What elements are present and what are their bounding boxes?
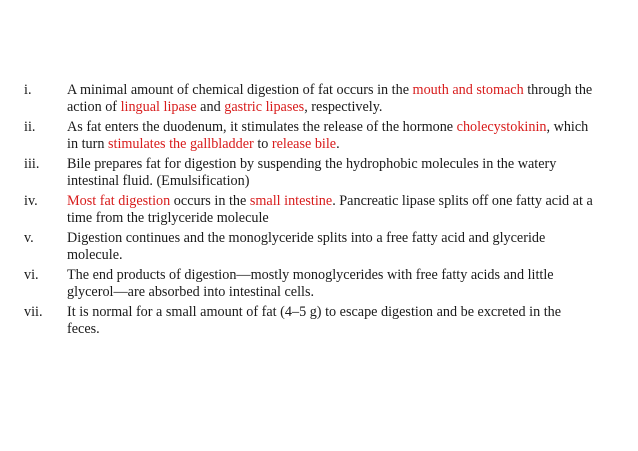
- list-item-text: [67, 119, 594, 153]
- highlighted-term: gastric lipases: [224, 99, 305, 115]
- text-segment: to: [253, 136, 272, 152]
- text-segment: , which in turn: [67, 119, 589, 152]
- text-segment: Digestion continues and the monoglyceride splits into a free fatty acid and glyceride molecule.: [67, 230, 546, 263]
- highlighted-term: cholecystokinin: [456, 119, 547, 135]
- list-item-number: v.: [24, 230, 34, 246]
- text-segment: , respectively.: [304, 99, 383, 115]
- text-segment: As fat enters the duodenum, it stimulates the release of the hormone: [67, 119, 457, 135]
- text-segment: . Pancreatic lipase splits off one fatty acid at a time from the triglyceride molecule: [67, 193, 593, 226]
- highlighted-term: lingual lipase: [120, 99, 197, 115]
- list-item-number: vi.: [24, 267, 39, 283]
- list-item: [24, 119, 594, 153]
- list-item-number: i.: [24, 82, 32, 98]
- text-segment: .: [336, 136, 340, 152]
- list-item-text: [67, 304, 594, 338]
- list-item-number: iii.: [24, 156, 40, 172]
- text-segment: Bile prepares fat for digestion by suspending the hydrophobic molecules in the watery intestinal fluid. (Emulsification): [67, 156, 557, 189]
- list-item-text: [67, 82, 594, 116]
- text-segment: and: [196, 99, 225, 115]
- list-item: [24, 82, 594, 116]
- list-item: [24, 156, 594, 190]
- list-item: [24, 230, 594, 264]
- list-item-number: iv.: [24, 193, 38, 209]
- list-item: [24, 304, 594, 338]
- text-segment: A minimal amount of chemical digestion of fat occurs in the: [67, 82, 413, 98]
- list-item: [24, 267, 594, 301]
- highlighted-term: stimulates the gallbladder: [107, 136, 254, 152]
- text-segment: through the action of: [67, 82, 593, 115]
- list-item-text: [67, 230, 594, 264]
- highlighted-term: small intestine: [249, 193, 333, 209]
- highlighted-term: mouth and stomach: [412, 82, 524, 98]
- text-segment: It is normal for a small amount of fat (4–5 g) to escape digestion and be excreted in the feces.: [67, 304, 562, 337]
- fat-digestion-list: [24, 82, 594, 341]
- list-item-text: [67, 267, 594, 301]
- list-item-number: vii.: [24, 304, 43, 320]
- text-segment: occurs in the: [170, 193, 250, 209]
- list-item: [24, 193, 594, 227]
- text-segment: The end products of digestion—mostly monoglycerides with free fatty acids and little glycerol—are absorbed into intestinal cells.: [67, 267, 554, 300]
- highlighted-term: Most fat digestion: [67, 193, 171, 209]
- highlighted-term: release bile: [271, 136, 337, 152]
- list-item-text: [67, 193, 594, 227]
- list-item-number: ii.: [24, 119, 36, 135]
- list-item-text: [67, 156, 594, 190]
